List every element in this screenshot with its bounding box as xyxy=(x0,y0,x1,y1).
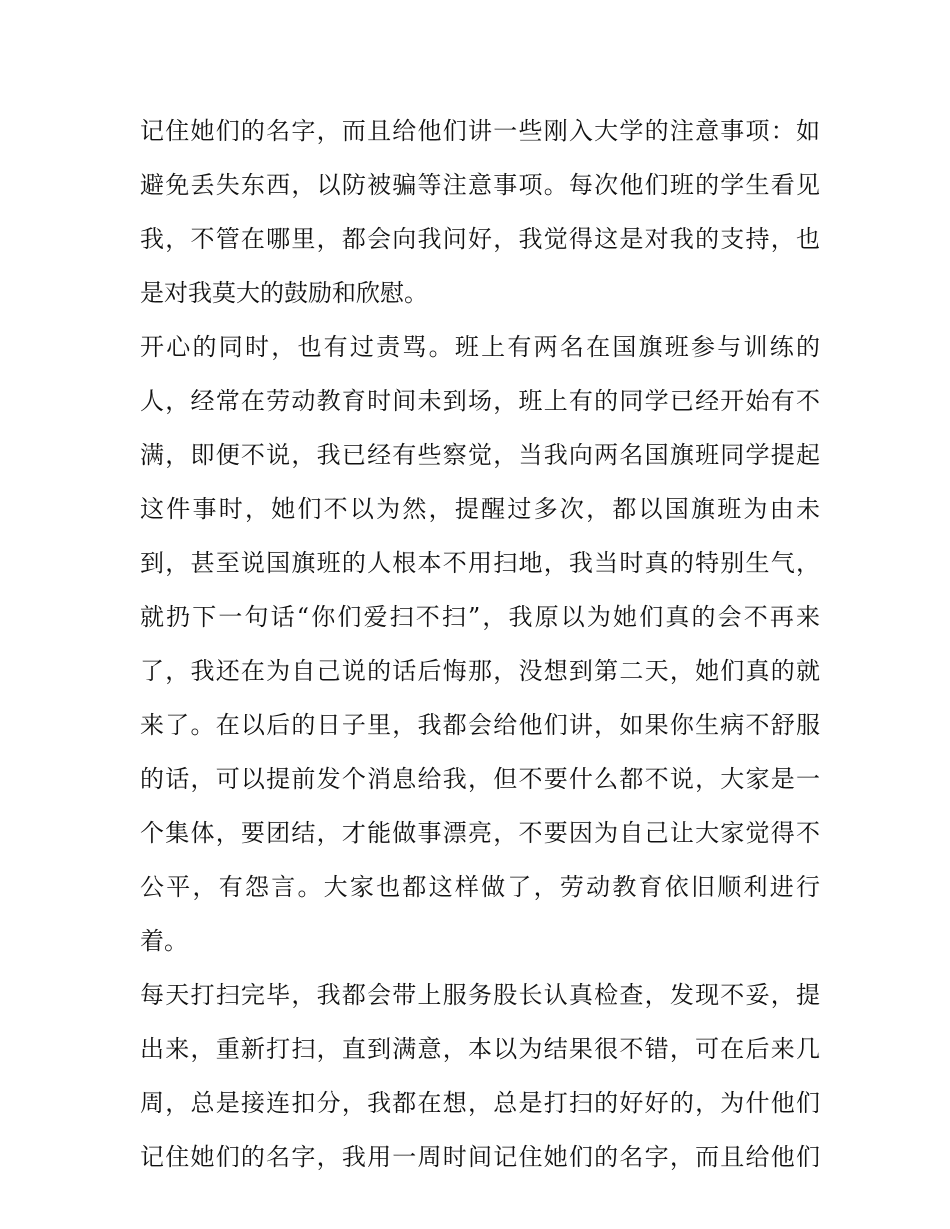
text-line: 人，经常在劳动教育时间未到场，班上有的同学已经开始有不 xyxy=(140,387,820,415)
text-line: 个集体，要团结，才能做事漂亮，不要因为自己让大家觉得不 xyxy=(140,819,820,847)
text-line: 来了。在以后的日子里，我都会给他们讲，如果你生病不舒服 xyxy=(140,711,820,739)
text-line: 满，即便不说，我已经有些察觉，当我向两名国旗班同学提起 xyxy=(140,441,820,469)
body-text xyxy=(140,104,820,1184)
text-line: 开心的同时，也有过责骂。班上有两名在国旗班参与训练的 xyxy=(140,333,820,361)
paragraph-1 xyxy=(140,104,820,320)
paragraph-2 xyxy=(140,320,820,968)
text-line: 这件事时，她们不以为然，提醒过多次，都以国旗班为由未 xyxy=(140,495,820,523)
text-line: 到，甚至说国旗班的人根本不用扫地，我当时真的特别生气， xyxy=(140,549,820,577)
text-line: 我，不管在哪里，都会向我问好，我觉得这是对我的支持，也 xyxy=(140,225,820,253)
text-line: 公平，有怨言。大家也都这样做了，劳动教育依旧顺利进行 xyxy=(140,873,820,901)
text-line: 出来，重新打扫，直到满意，本以为结果很不错，可在后来几 xyxy=(140,1035,820,1063)
text-line: 着。 xyxy=(140,927,188,955)
text-line: 了，我还在为自己说的话后悔那，没想到第二天，她们真的就 xyxy=(140,657,820,685)
text-line: 记住她们的名字，我用一周时间记住她们的名字，而且给他们 xyxy=(140,1143,820,1171)
text-line: 记住她们的名字，而且给他们讲一些刚入大学的注意事项：如 xyxy=(140,117,820,145)
text-line: 的话，可以提前发个消息给我，但不要什么都不说，大家是一 xyxy=(140,765,820,793)
paragraph-3 xyxy=(140,968,820,1184)
text-line: 避免丢失东西，以防被骗等注意事项。每次他们班的学生看见 xyxy=(140,171,820,199)
text-line: 就扔下一句话“你们爱扫不扫”，我原以为她们真的会不再来 xyxy=(140,603,820,631)
text-line: 每天打扫完毕，我都会带上服务股长认真检查，发现不妥，提 xyxy=(140,981,820,1009)
text-line: 是对我莫大的鼓励和欣慰。 xyxy=(140,279,428,307)
text-line: 周，总是接连扣分，我都在想，总是打扫的好好的，为什他们 xyxy=(140,1089,820,1117)
